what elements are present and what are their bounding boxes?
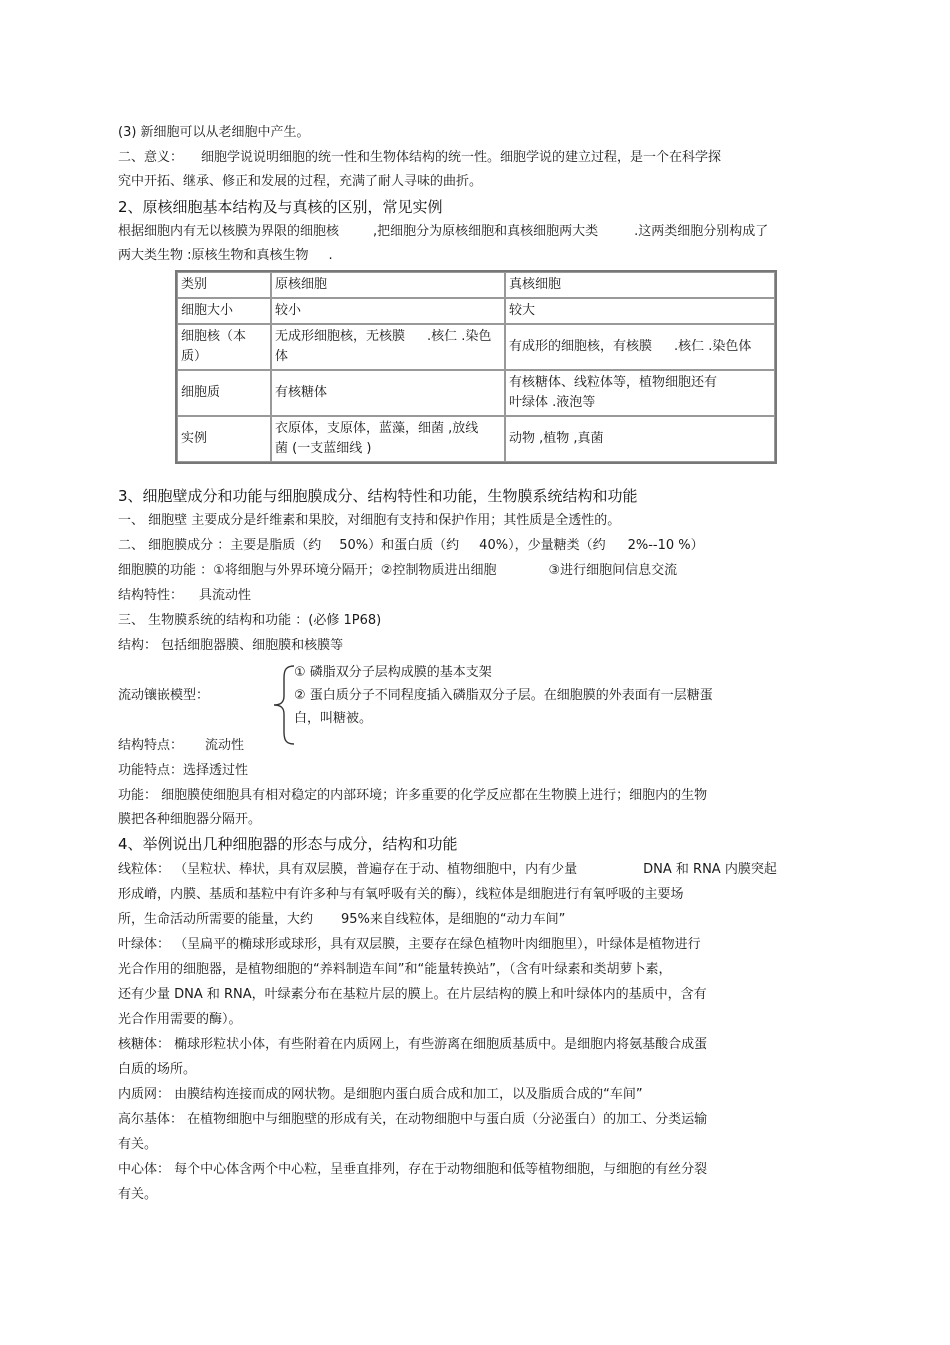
text-line: ② 蛋白质分子不同程度插入磷脂双分子层。在细胞膜的外表面有一层糖蛋 bbox=[294, 688, 713, 703]
cell-text: 质） bbox=[181, 349, 208, 364]
text-segment: 结构特性： bbox=[118, 588, 184, 603]
text-segment: 40%），少量糖类（约 bbox=[479, 538, 606, 553]
text-line: 究中开拓、继承、修正和发展的过程，充满了耐人寻味的曲折。 bbox=[118, 174, 483, 189]
text-line: (3) 新细胞可以从老细胞中产生。 bbox=[118, 125, 310, 140]
text-line bbox=[118, 537, 704, 555]
text-segment: 50%）和蛋白质（约 bbox=[339, 538, 460, 553]
text-line: 三、 生物膜系统的结构和功能 ：(必修 1P68) bbox=[118, 613, 382, 628]
text-line bbox=[118, 587, 251, 605]
table-header-cell: 原核细胞 bbox=[271, 272, 505, 298]
section-heading: 3、细胞壁成分和功能与细胞膜成分、结构特性和功能，生物膜系统结构和功能 bbox=[118, 487, 638, 505]
text-line bbox=[118, 247, 333, 265]
text-segment: 具流动性 bbox=[199, 588, 252, 603]
text-segment: 细胞膜的功能 ：①将细胞与外界环境分隔开；②控制物质进出细胞 bbox=[118, 563, 497, 578]
text-line bbox=[118, 223, 768, 241]
curly-brace-icon bbox=[270, 664, 296, 746]
text-line: 光合作用的细胞器，是植物细胞的“养料制造车间”和“能量转换站”，（含有叶绿素和类胡萝卜素， bbox=[118, 962, 672, 977]
text-line: 功能： 细胞膜使细胞具有相对稳定的内部环境；许多重要的化学反应都在生物膜上进行；细胞内的生物 bbox=[118, 788, 708, 803]
text-line bbox=[118, 737, 244, 755]
table-row bbox=[177, 416, 775, 462]
section-heading: 4、举例说出几种细胞器的形态与成分，结构和功能 bbox=[118, 835, 458, 853]
text-segment: 线粒体： （呈粒状、棒状，具有双层膜，普遍存在于动、植物细胞中，内有少量 bbox=[118, 862, 578, 877]
text-line: 形成嵴，内膜、基质和基粒中有许多种与有氧呼吸有关的酶），线粒体是细胞进行有氧呼吸的主要场 bbox=[118, 887, 684, 902]
text-segment: 二、意义： bbox=[118, 150, 184, 165]
text-line: 流动镶嵌模型： bbox=[118, 688, 210, 703]
text-line: 功能特点：选择透过性 bbox=[118, 763, 249, 778]
text-line: 结构： 包括细胞器膜、细胞膜和核膜等 bbox=[118, 638, 344, 653]
text-line bbox=[118, 562, 677, 580]
cell-text: 有成形的细胞核，有核膜 bbox=[509, 339, 653, 354]
cell-text: 体 bbox=[275, 349, 289, 364]
text-line: 高尔基体： 在植物细胞中与细胞壁的形成有关，在动物细胞中与蛋白质（分泌蛋白）的加工、分类运输 bbox=[118, 1112, 708, 1127]
text-line bbox=[118, 911, 565, 929]
text-segment: 2%--10 %） bbox=[627, 538, 704, 553]
text-line: 中心体： 每个中心体含两个中心粒，呈垂直排列，存在于动物细胞和低等植物细胞，与细胞的有丝分裂 bbox=[118, 1162, 708, 1177]
text-segment: 所，生命活动所需要的能量，大约 bbox=[118, 912, 314, 927]
table-cell: 有核糖体 bbox=[271, 370, 505, 416]
table-cell bbox=[177, 324, 271, 370]
table-cell: 较大 bbox=[505, 298, 775, 324]
text-line: 叶绿体： （呈扁平的椭球形或球形，具有双层膜，主要存在绿色植物叶肉细胞里），叶绿体是植物进行 bbox=[118, 937, 701, 952]
text-line: 白，叫糖被。 bbox=[294, 711, 373, 726]
cell-text: 有核糖体、线粒体等，植物细胞还有 bbox=[509, 375, 718, 390]
table-header-cell: 类别 bbox=[177, 272, 271, 298]
table-row bbox=[177, 324, 775, 370]
text-segment: 根据细胞内有无以核膜为界限的细胞核 bbox=[118, 224, 340, 239]
text-line: 内质网： 由膜结构连接而成的网状物。是细胞内蛋白质合成和加工，以及脂质合成的“车间” bbox=[118, 1087, 643, 1102]
table-row bbox=[177, 370, 775, 416]
cell-text: .核仁 .染色 bbox=[427, 329, 492, 344]
table-row bbox=[177, 298, 775, 324]
text-line: 核糖体： 椭球形粒状小体，有些附着在内质网上，有些游离在细胞质基质中。是细胞内将氨基酸合成蛋 bbox=[118, 1037, 708, 1052]
cell-text: 衣原体，支原体，蓝藻，细菌 ,放线 bbox=[275, 421, 479, 436]
table-cell: 实例 bbox=[177, 416, 271, 462]
text-segment: ③进行细胞间信息交流 bbox=[548, 563, 678, 578]
text-segment: .这两类细胞分别构成了 bbox=[634, 224, 769, 239]
table-cell bbox=[271, 324, 505, 370]
text-segment: . bbox=[328, 248, 333, 263]
text-line: 一、 细胞壁 主要成分是纤维素和果胶，对细胞有支持和保护作用；其性质是全透性的。 bbox=[118, 513, 621, 528]
text-segment: 二、 细胞膜成分 ：主要是脂质（约 bbox=[118, 538, 322, 553]
table-cell bbox=[505, 324, 775, 370]
table-cell bbox=[271, 416, 505, 462]
cell-text: 细胞核（本 bbox=[181, 329, 247, 344]
cell-text: 叶绿体 .液泡等 bbox=[509, 395, 596, 410]
table-cell: 动物 ,植物 ,真菌 bbox=[505, 416, 775, 462]
table-row bbox=[177, 272, 775, 298]
text-line: 还有少量 DNA 和 RNA，叶绿素分布在基粒片层的膜上。在片层结构的膜上和叶绿体内的基质中，含有 bbox=[118, 987, 707, 1002]
text-line: 膜把各种细胞器分隔开。 bbox=[118, 812, 262, 827]
table-header-cell: 真核细胞 bbox=[505, 272, 775, 298]
table-cell: 较小 bbox=[271, 298, 505, 324]
table-cell bbox=[505, 370, 775, 416]
section-heading: 2、原核细胞基本结构及与真核的区别，常见实例 bbox=[118, 198, 443, 216]
table-cell: 细胞质 bbox=[177, 370, 271, 416]
text-line: 光合作用需要的酶）。 bbox=[118, 1012, 242, 1027]
text-line bbox=[118, 149, 721, 167]
text-line: ① 磷脂双分子层构成膜的基本支架 bbox=[294, 665, 492, 680]
text-line: 白质的场所。 bbox=[118, 1062, 197, 1077]
text-segment: 细胞学说说明细胞的统一性和生物体结构的统一性。细胞学说的建立过程，是一个在科学探 bbox=[201, 150, 722, 165]
text-segment: 结构特点： bbox=[118, 738, 184, 753]
text-line bbox=[118, 861, 777, 879]
text-segment: 流动性 bbox=[205, 738, 245, 753]
cell-text: 菌 (一支蓝细线 ) bbox=[275, 441, 372, 456]
text-segment: DNA 和 RNA 内膜突起 bbox=[643, 862, 777, 877]
text-segment: 两大类生物 :原核生物和真核生物 bbox=[118, 248, 309, 263]
cell-text: .核仁 .染色体 bbox=[674, 339, 752, 354]
cell-text: 无成形细胞核，无核膜 bbox=[275, 329, 406, 344]
comparison-table bbox=[175, 270, 777, 464]
text-line: 有关。 bbox=[118, 1137, 158, 1152]
text-line: 有关。 bbox=[118, 1187, 158, 1202]
text-segment: 95%来自线粒体，是细胞的“动力车间” bbox=[341, 912, 566, 927]
text-segment: ,把细胞分为原核细胞和真核细胞两大类 bbox=[373, 224, 599, 239]
table-cell: 细胞大小 bbox=[177, 298, 271, 324]
